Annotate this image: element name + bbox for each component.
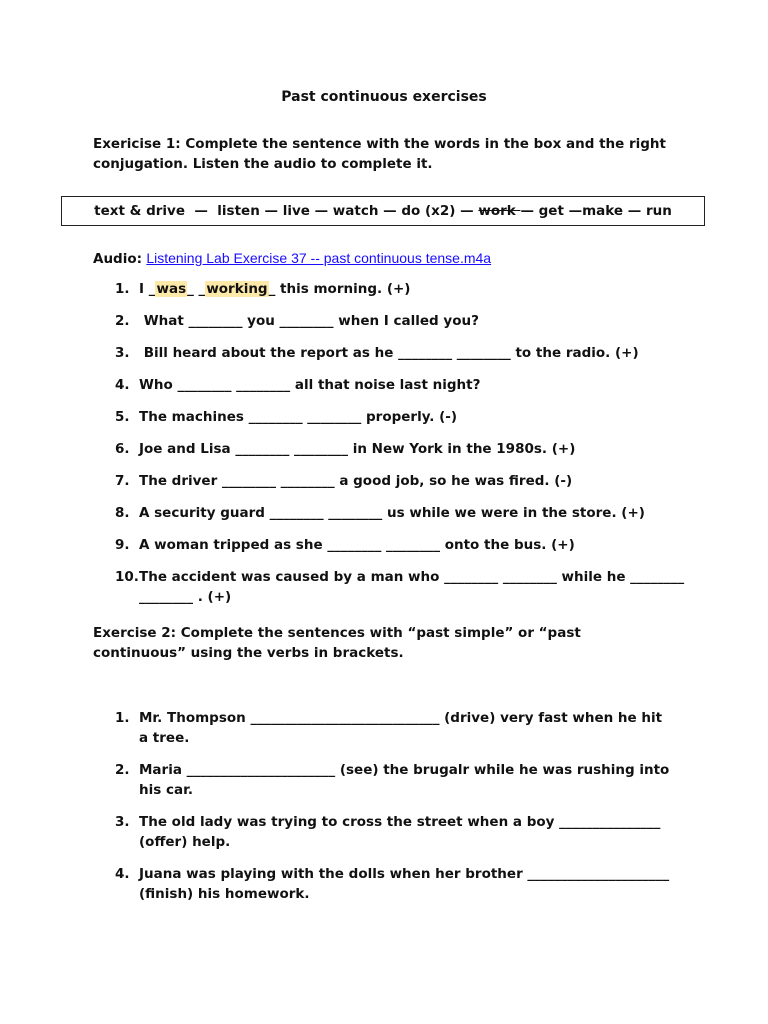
item-text: The machines ________ ________ properly. (-) [139,409,458,425]
item-text: What ________ you ________ when I called you? [139,313,479,329]
list-item [115,503,695,523]
item-number: 3. [115,814,130,830]
answer-working: working [206,281,268,297]
audio-line [93,248,491,269]
item-number: 5. [115,409,130,425]
exercise2-list [115,708,675,904]
audio-link[interactable]: Listening Lab Exercise 37 -- past continuous tense.m4a [146,250,492,266]
item-number: 4. [115,866,130,882]
list-item [115,439,695,459]
item-number: 4. [115,377,130,393]
list-item [115,535,695,555]
word-box-words-end: — get —make — run [520,203,672,219]
list-item [115,279,695,299]
item-text: The driver ________ ________ a good job, so he was fired. (-) [139,473,573,489]
item-number: 9. [115,537,130,553]
item-text: The accident was caused by a man who ________ ________ while he ________ ________ . (+) [139,569,685,605]
answer-was: was [156,281,187,297]
list-item [115,567,695,607]
item-text: Joe and Lisa ________ ________ in New York in the 1980s. (+) [139,441,576,457]
item-text: I _ [139,281,156,297]
struck-word: work [478,203,521,219]
item-number: 8. [115,505,130,521]
exercise2-instruction: Exercise 2: Complete the sentences with “past simple” or “past continuous” using the verbs in brackets. [93,625,581,661]
item-text: The old lady was trying to cross the street when a boy _______________ (offer) help. [139,814,661,850]
audio-label: Audio: [93,251,143,267]
word-box-words: text & drive — listen — live — watch — do (x2) — [94,203,479,219]
list-item [115,407,695,427]
item-number: 1. [115,281,130,297]
list-item [115,864,675,904]
list-item [115,708,675,748]
page-title: Past continuous exercises [281,89,487,105]
item-text: _ _ [187,281,206,297]
list-item [115,343,695,363]
item-text: Mr. Thompson ____________________________ (drive) very fast when he hit a tree. [139,710,663,746]
item-number: 6. [115,441,130,457]
item-text: _ this morning. (+) [268,281,411,297]
list-item [115,311,695,331]
list-item [115,812,675,852]
list-item [115,375,695,395]
exercise1-instruction: Exericise 1: Complete the sentence with the words in the box and the right conjugation. Listen the audio to complete it. [93,136,666,172]
item-text: Juana was playing with the dolls when her brother _____________________ (finish) his homework. [139,866,670,902]
item-number: 7. [115,473,130,489]
item-text: A security guard ________ ________ us while we were in the store. (+) [139,505,645,521]
item-number: 2. [115,313,130,329]
item-text: Bill heard about the report as he ________ ________ to the radio. (+) [139,345,639,361]
word-box [61,196,705,226]
item-number: 2. [115,762,130,778]
word-box-text [94,203,672,219]
item-number: 3. [115,345,130,361]
item-text: Who ________ ________ all that noise last night? [139,377,481,393]
item-number: 1. [115,710,130,726]
item-text: A woman tripped as she ________ ________ onto the bus. (+) [139,537,575,553]
list-item [115,760,675,800]
exercise1-list [115,279,695,607]
item-text: Maria ______________________ (see) the brugalr while he was rushing into his car. [139,762,670,798]
item-number: 10. [115,569,139,585]
list-item [115,471,695,491]
